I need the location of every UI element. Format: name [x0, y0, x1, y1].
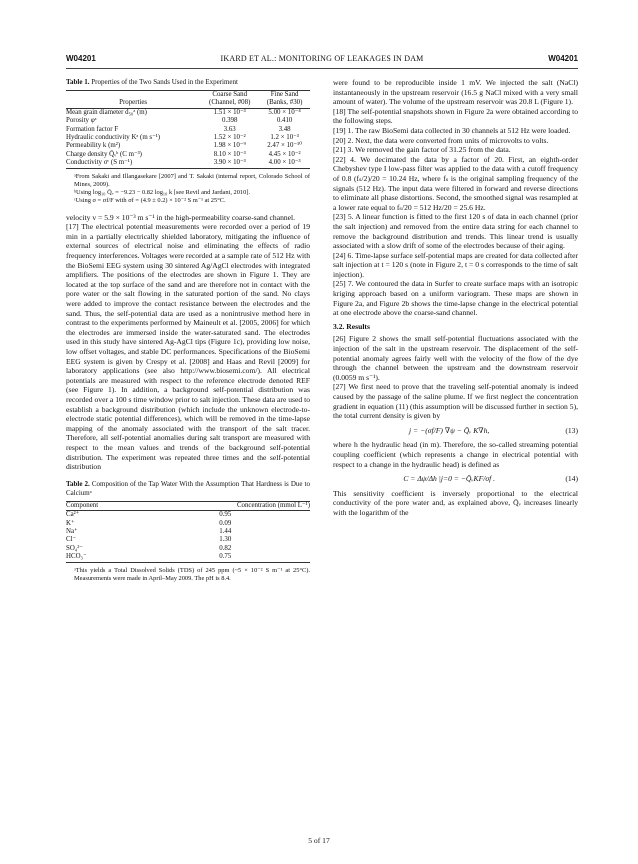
right-continuation-paragraph: were found to be reproducible inside 1 mV. We injected the salt (NaCl) instantaneously in the upstream reservoir (16.5 g NaCl mixed with a very small amount of water). The volume of the upstream reservoir was 20.8 L (Figure 1). [333, 78, 578, 107]
table2-cell-conc: 1.44 [219, 527, 232, 535]
table-row [66, 553, 310, 562]
table-row [66, 134, 310, 142]
header-article-id-left: W04201 [66, 54, 96, 63]
table1-cell-coarse: 1.51 × 10⁻³ [213, 108, 246, 116]
table1 [66, 90, 310, 169]
table-row [66, 545, 310, 553]
table1-cell-fine: 5.00 × 10⁻⁴ [268, 108, 301, 116]
table1-col-coarse-sub: (Channel, #08) [209, 99, 251, 107]
paragraph-21: [21] 3. We removed the gain factor of 31.25 from the data. [333, 145, 511, 155]
table1-cell-fine: 0.410 [276, 117, 293, 125]
equation-14 [333, 474, 578, 484]
paragraph-23: [23] 5. A linear function is fitted to the first 120 s of data in each channel (prior the salt injection) and removed from the entire data string for each channel to remove the background distribution and trends. This linear trend is usually associated with a slow drift of some of the electrodes because of their aging. [333, 212, 578, 251]
table1-cell-coarse: 1.52 × 10⁻² [213, 134, 246, 142]
table-row [66, 520, 310, 528]
table2-label: Table 2. [66, 479, 90, 488]
paragraph-after-eq14: This sensitivity coefficient is inversely proportional to the electrical conductivity of the pore water and, as explained above, Q̄ᵥ increases linearly with the logarithm of the [333, 488, 578, 517]
table1-footnote-b: ᵇUsing log₁₀ Q̄ᵥ = −9.23 − 0.82 log₁₀ k [see Revil and Jardani, 2010]. [74, 188, 251, 196]
table1-footnote-a: ᵃFrom Sakaki and Illangasekare [2007] and T. Sakaki (internal report, Colorado School of Mines, 2009). [74, 172, 310, 188]
table1-label: Table 1. [66, 78, 90, 86]
paragraph-20: [20] 2. Next, the data were converted from units of microvolts to volts. [333, 135, 549, 145]
table1-cell-fine: 2.47 × 10⁻¹⁰ [267, 142, 302, 150]
table1-cell-prop: Formation factor F [66, 125, 119, 133]
table1-cell-prop: Conductivity σᶜ (S m⁻¹) [66, 159, 133, 167]
header-rule [66, 68, 578, 69]
table2-col-component: Component [66, 501, 99, 509]
table2-cell-comp: K⁺ [66, 519, 75, 527]
page-number: 5 of 17 [308, 836, 330, 845]
running-header [66, 54, 578, 63]
table2-footnote: ᵃThis yields a Total Dissolved Solids (TDS) of 245 ppm (~5 × 10⁻² S m⁻¹ at 25°C). Measurements were made in April–May 2009. The pH is 8.4. [74, 566, 310, 582]
table-row [66, 117, 310, 125]
table2-cell-comp: SO₄²⁻ [66, 544, 83, 552]
paragraph-17: [17] The electrical potential measurements were recorded over a period of 19 min in a partially electrically shielded laboratory, mitigating the influence of external sources of electrical noise and eliminating the effects of radio frequency interferences. Voltages were recorded at a sample rate of 512 Hz with the BioSemi EEG system using 30 sintered Ag/AgCl electrodes with integrated amplifiers. The positions of the electrodes are shown in Figure 1. They are located at the top surface of the sand and are therefore not in contact with the pore water or the salt flowing in the saturated portion of the sand. No clays were added to improve the contact resistance between the electrodes and the sand. Thus, the self-potential data are used as a nonintrusive method here in contrast to the experiments performed by Maineult et al. [2005, 2006] for which the electrodes are immersed inside the water-saturated sand. The electrodes used in this study have sintered Ag-AgCl tips (Figure 1c), providing low noise, low offset voltages, and stable DC performances. Specifications of the BioSemi EEG system is given by Crespy et al. [2008] and Haas and Revil [2009] for laboratory applications (see also http://www.biosemi.com/). All electrical potentials are measured with respect to the reference electrode denoted REF (see Figure 1). In addition, a background self-potential distribution was recorded over a 100 s time window prior to salt injection. These data are used to establish a background distribution (which include the unknown electrode-to-electrode static potential differences), which will be removed in the time-lapse mapping of the anomaly associated with the transport of the salt tracer. Therefore, all self-potential anomalies during salt transport are measured with respect to the mean values and trends of the background self-potential distribution. The experiment was repeated three times and the self-potential distribution [66, 222, 310, 472]
table1-title: Properties of the Two Sands Used in the Experiment [91, 78, 238, 86]
table2-cell-conc: 0.75 [219, 553, 232, 561]
table1-cell-coarse: 1.98 × 10⁻⁹ [213, 142, 246, 150]
table1-cell-prop: Permeability k (m²) [66, 142, 121, 150]
equation-13 [333, 426, 578, 436]
paragraph-after-eq13: where h the hydraulic head (in m). Therefore, the so-called streaming potential coupling coefficient (which represents a change in electrical potential with respect to a change in the hydraulic head) is defined as [333, 440, 578, 469]
table-row [66, 159, 310, 168]
table1-caption [66, 78, 310, 87]
equation-13-body: j = −(σf/F) ∇ψ − Q̄ᵥ K∇h, [409, 425, 490, 435]
left-column [66, 78, 310, 583]
paragraph-19: [19] 1. The raw BioSemi data collected in 30 channels at 512 Hz were loaded. [333, 125, 571, 135]
right-column [333, 78, 578, 518]
table2-cell-comp: Na⁺ [66, 527, 78, 535]
section-heading: 3.2. Results [333, 321, 370, 331]
table2-cell-conc: 0.95 [219, 511, 232, 519]
table1-cell-prop: Porosity φᵃ [66, 117, 97, 125]
table-row [66, 151, 310, 159]
table2-col-conc: Concentration (mmol L⁻¹) [236, 501, 310, 509]
table1-cell-coarse: 3.63 [223, 125, 236, 133]
table1-footnote-c: ᶜUsing σ = σf/F with σf = (4.9 ± 0.2) × 10⁻² S m⁻¹ at 25°C. [74, 196, 226, 204]
table2-cell-conc: 1.30 [219, 536, 232, 544]
table1-col-properties: Properties [119, 99, 148, 107]
table1-col-coarse: Coarse Sand [212, 91, 248, 98]
table1-cell-prop: Charge density Q̄ᵥᵇ (C m⁻³) [66, 150, 142, 158]
table1-cell-fine: 4.00 × 10⁻³ [268, 159, 301, 167]
table2 [66, 501, 310, 563]
paragraph-27: [27] We first need to prove that the traveling self-potential anomaly is indeed caused by the passage of the saline plume. If we first neglect the concentration gradient in equation (11) (this assumption will be discussed further in section 5), the total current density is given by [333, 382, 578, 421]
table-row [66, 142, 310, 150]
table2-title: Composition of the Tap Water With the Assumption That Hardness is Due to Calciumᵃ [66, 479, 311, 497]
table1-cell-prop: Mean grain diameter d₅₀ᵃ (m) [66, 108, 147, 116]
table-row [66, 126, 310, 134]
table-row [66, 511, 310, 520]
table2-caption [66, 480, 310, 498]
equation-14-number: (14) [565, 474, 578, 484]
table2-cell-conc: 0.82 [219, 544, 232, 552]
paragraph-26: [26] Figure 2 shows the small self-potential fluctuations associated with the injection of the salt in the upstream reservoir. The displacement of the self-potential anomaly agrees fairly well with the velocity of the flow of the dye through the channel between the upstream and the downstream reservoir (0.0059 m s⁻¹). [333, 334, 578, 382]
header-title: IKARD ET AL.: MONITORING OF LEAKAGES IN DAM [220, 54, 424, 63]
header-article-id-right: W04201 [548, 54, 578, 63]
table1-cell-coarse: 8.10 × 10⁻³ [213, 150, 246, 158]
paragraph-22: [22] 4. We decimated the data by a factor of 20. First, an eighth-order Chebyshev type I low-pass filter was applied to the data with a cutoff frequency of 0.8 (fₛ/2)/20 = 10.24 Hz, where fₛ is the original sampling frequency of the signals (512 Hz). The input data were filtered in forward and reverse directions to eliminate all phase distortions. Second, the smoothed signal was resampled at a lower rate equal to fₛ/20 = 512 Hz/20 = 25.6 Hz. [333, 154, 578, 212]
table2-cell-comp: Ca²⁺ [66, 511, 80, 519]
paragraph-25: [25] 7. We contoured the data in Surfer to create surface maps with an isotropic kriging approach based on a uniform variogram. These maps are shown in Figure 2a, and Figure 2b shows the time-lapse change in the electrical potential at one electrode above the coarse-sand channel. [333, 279, 578, 318]
table1-cell-prop: Hydraulic conductivity Kᵃ (m s⁻¹) [66, 134, 161, 142]
table1-cell-coarse: 3.90 × 10⁻³ [213, 159, 246, 167]
paragraph-24: [24] 6. Time-lapse surface self-potential maps are created for data collected after salt injection at t = 120 s (note in Figure 2, t = 0 s corresponds to the time of salt injection). [333, 250, 578, 279]
left-continuation-paragraph: velocity v = 5.9 × 10⁻³ m s⁻¹ in the high-permeability coarse-sand channel. [66, 212, 296, 222]
table1-cell-fine: 3.48 [278, 125, 291, 133]
table2-cell-conc: 0.09 [219, 519, 232, 527]
table1-cell-fine: 4.45 × 10⁻² [268, 150, 301, 158]
table2-cell-comp: Cl⁻ [66, 536, 77, 544]
equation-13-number: (13) [565, 425, 578, 435]
table-row [66, 108, 310, 117]
table1-col-fine-sub: (Banks, #30) [266, 99, 303, 107]
paragraph-18: [18] The self-potential snapshots shown in Figure 2a were obtained according to the following steps. [333, 106, 578, 126]
table-row [66, 536, 310, 544]
table1-cell-coarse: 0.398 [221, 117, 238, 125]
table-row [66, 528, 310, 536]
equation-14-body: C = Δψ/Δh |j=0 = −Q̄ᵥKF/σf . [403, 474, 495, 484]
table1-col-fine: Fine Sand [270, 91, 299, 98]
table2-cell-comp: HCO₃⁻ [66, 553, 87, 561]
table1-cell-fine: 1.2 × 10⁻³ [270, 134, 299, 142]
